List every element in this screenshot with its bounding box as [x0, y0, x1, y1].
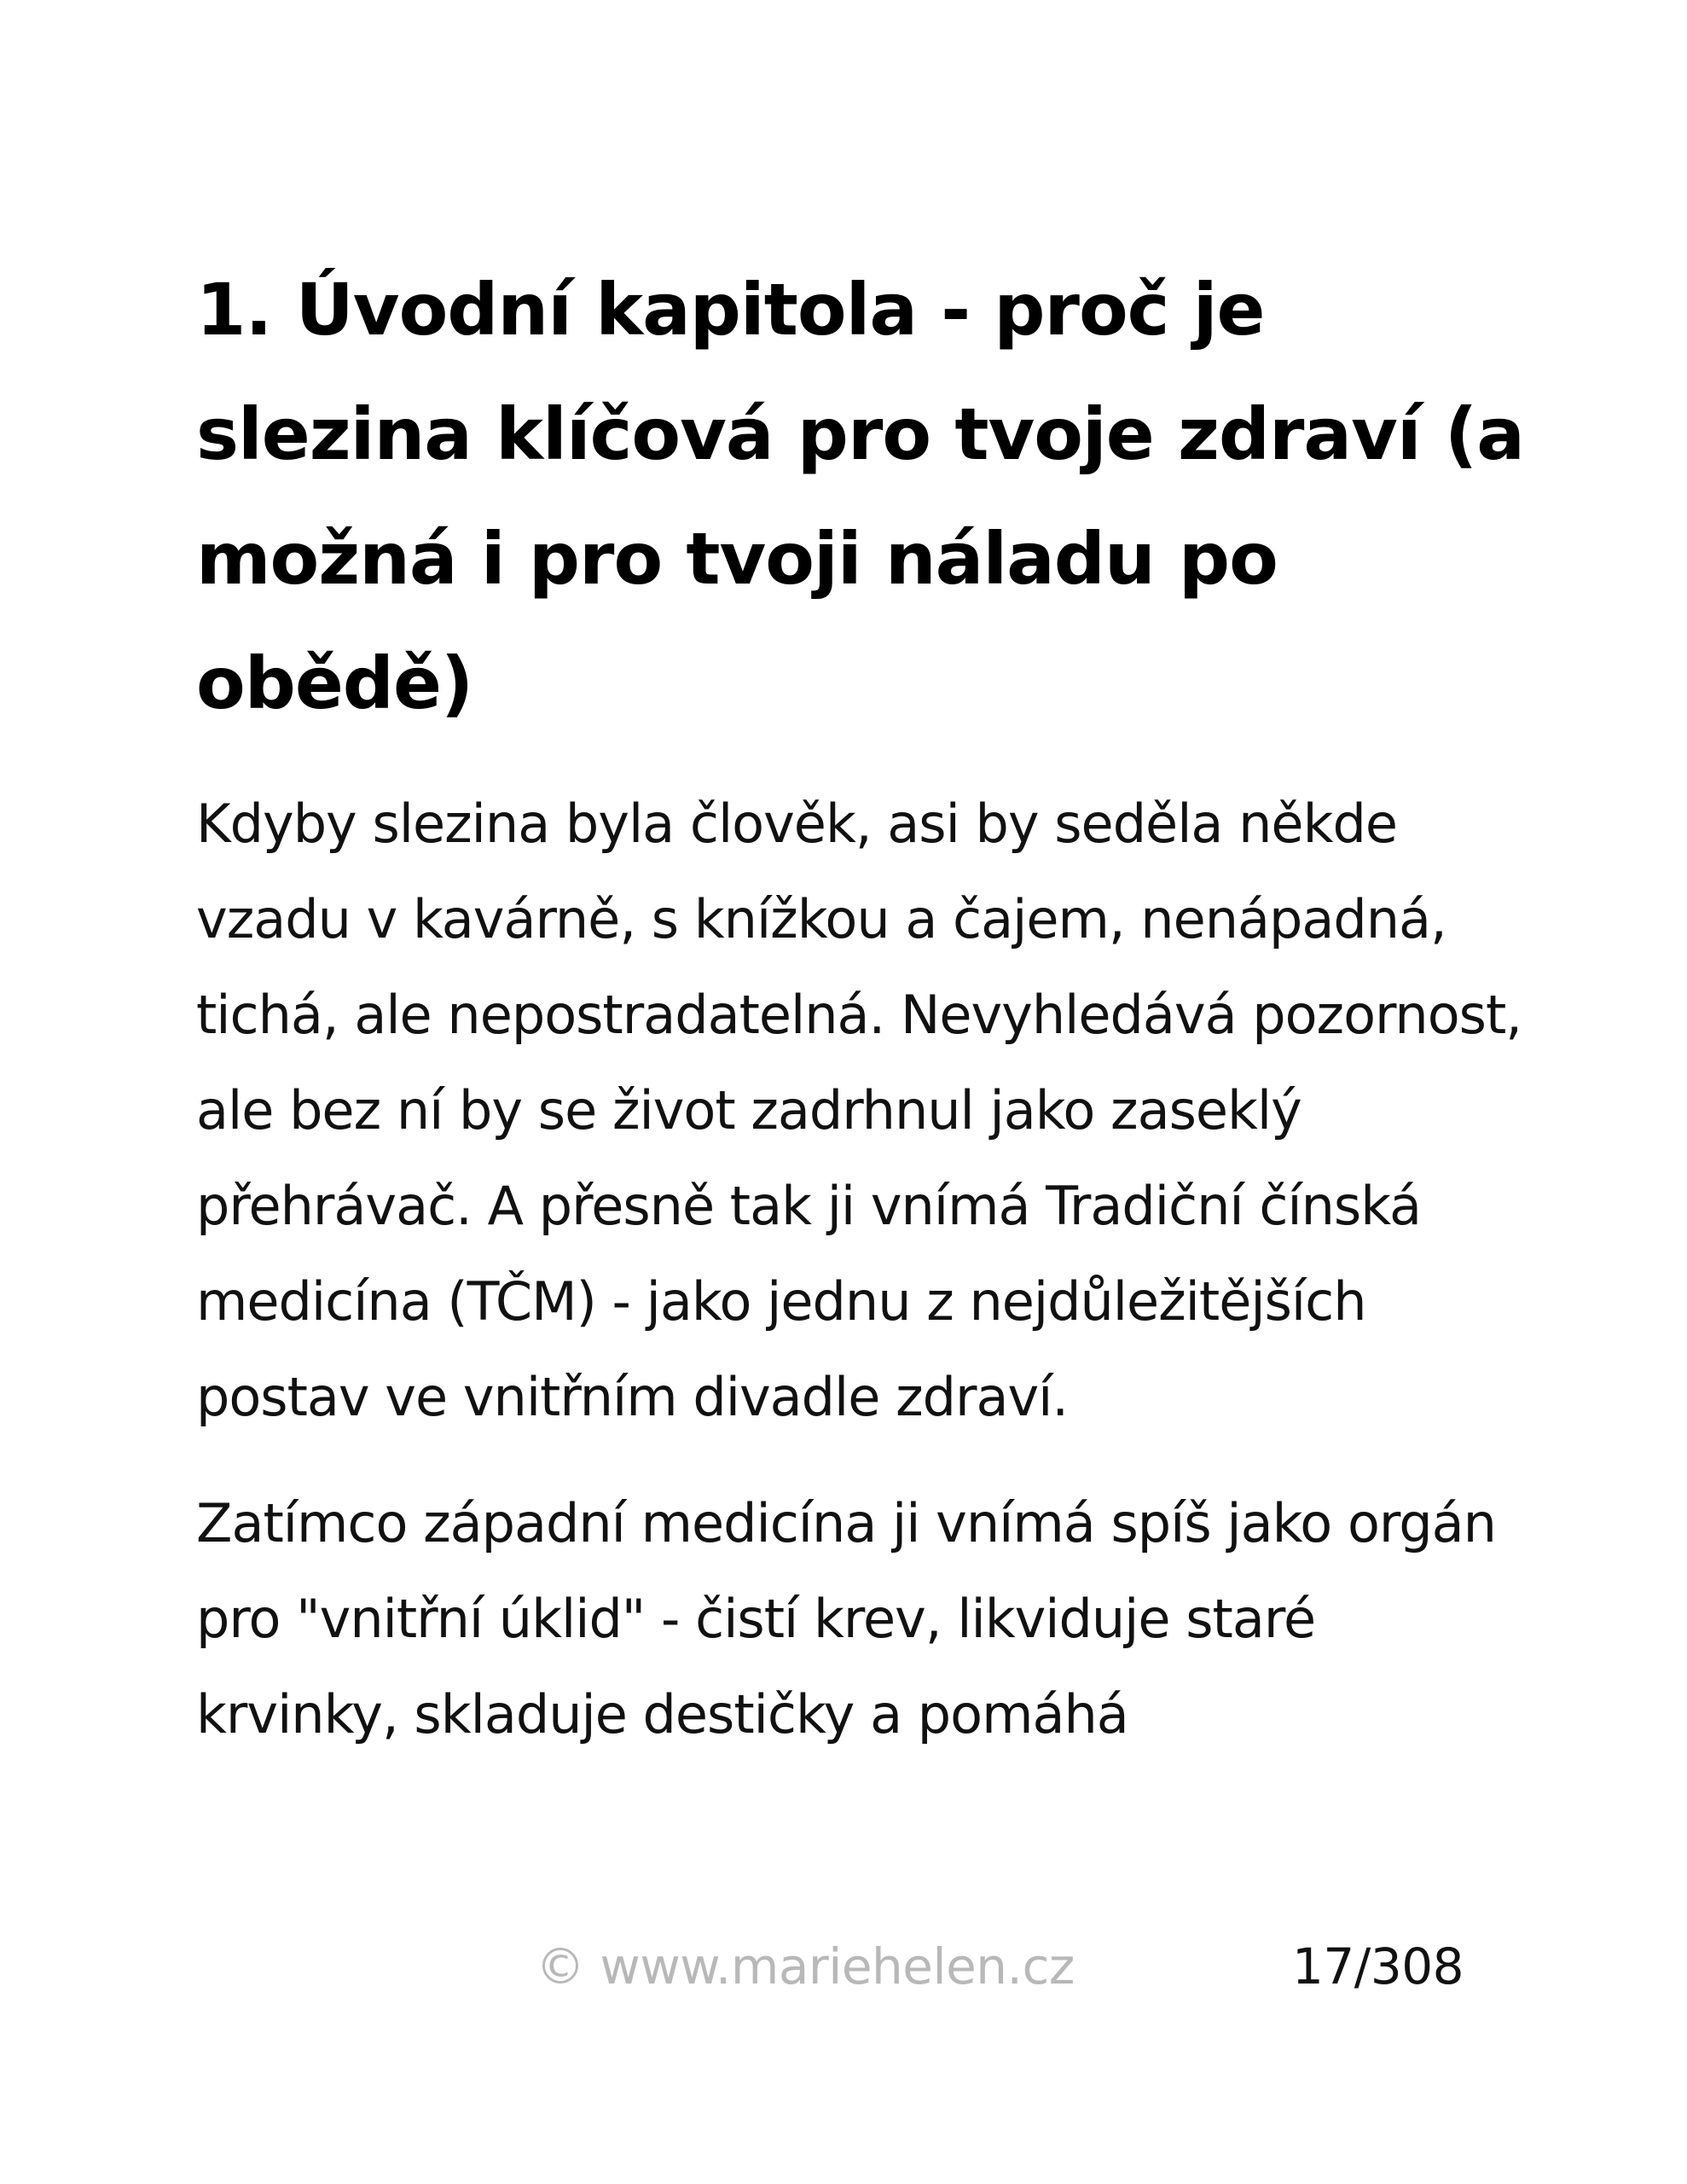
- body-paragraph: Zatímco západní medicína ji vnímá spíš jako orgán pro "vnitřní úklid" - čistí krev, likviduje staré krvinky, skladuje destičky a pomáhá: [196, 1492, 1496, 1745]
- chapter-title: 1. Úvodní kapitola - proč je slezina klíčová pro tvoje zdraví (a možná i pro tvoji náladu po obědě): [196, 268, 1524, 725]
- page-number: 17/308: [1292, 1937, 1464, 1995]
- page-content: [196, 247, 1527, 1763]
- page-footer: [0, 1928, 1687, 2005]
- footer-copyright-url: © www.mariehelen.cz: [536, 1937, 1075, 1995]
- body-paragraph: Kdyby slezina byla člověk, asi by seděla někde vzadu v kavárně, s knížkou a čajem, nenápadná, tichá, ale nepostradatelná. Nevyhledává pozornost, ale bez ní by se život zadrhnul jako zaseklý přehrávač. A přesně tak ji vnímá Tradiční čínská medicína (TČM) - jako jednu z nejdůležitějších postav ve vnitřním divadle zdraví.: [196, 793, 1522, 1428]
